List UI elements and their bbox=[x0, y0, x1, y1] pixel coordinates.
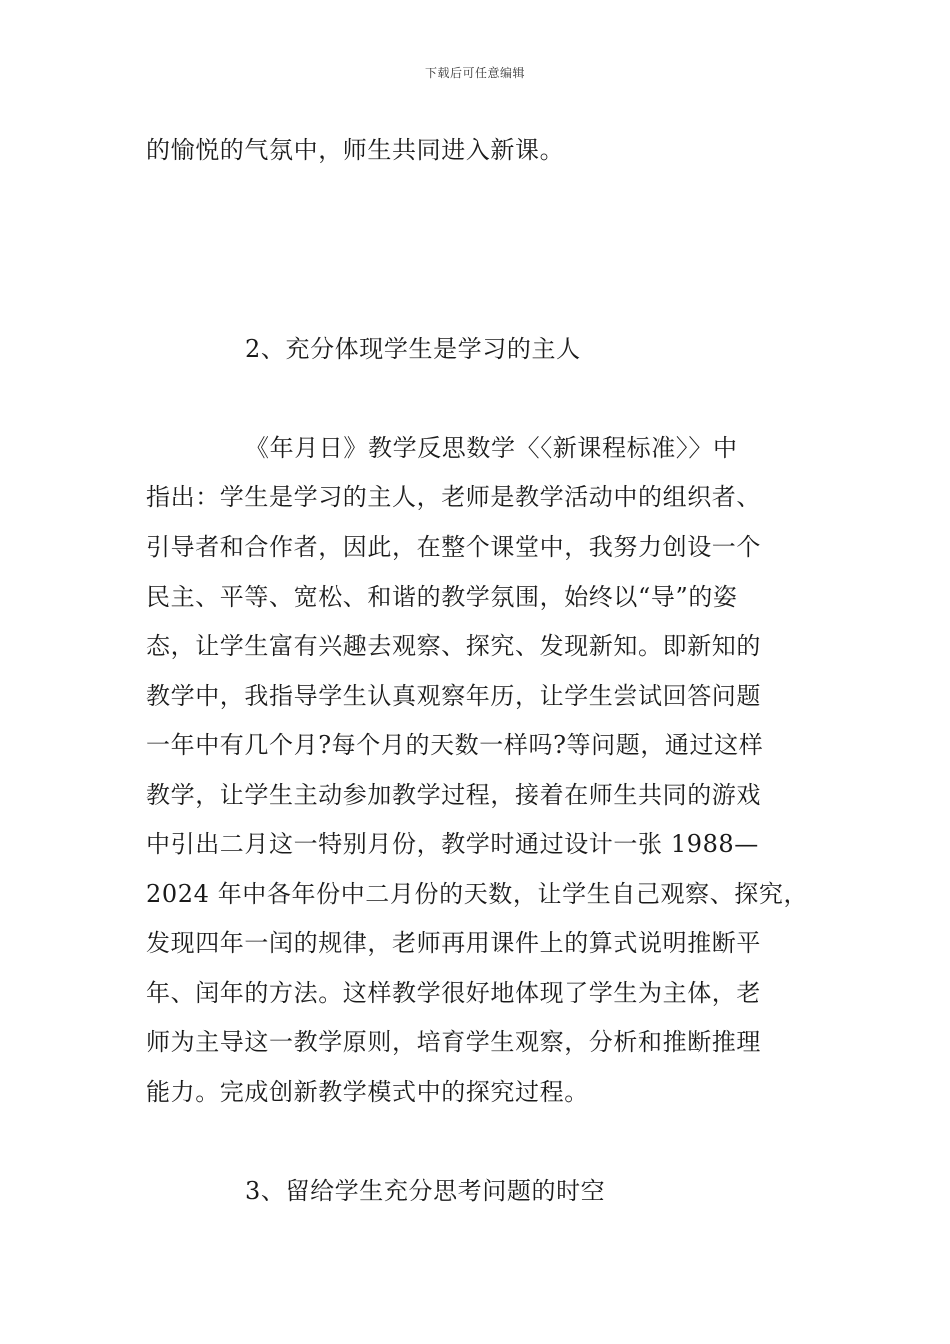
paragraph-line: 师为主导这一教学原则，培育学生观察，分析和推断推理 bbox=[146, 1028, 761, 1056]
paragraph-line: 年、闰年的方法。这样教学很好地体现了学生为主体，老 bbox=[146, 979, 761, 1007]
intro-paragraph-line: 的愉悦的气氛中，师生共同进入新课。 bbox=[146, 136, 565, 164]
paragraph-line: 能力。完成创新教学模式中的探究过程。 bbox=[146, 1078, 589, 1106]
paragraph-line: 一年中有几个月?每个月的天数一样吗?等问题，通过这样 bbox=[146, 731, 764, 759]
paragraph-line: 发现四年一闰的规律，老师再用课件上的算式说明推断平 bbox=[146, 929, 761, 957]
section-3-heading: 3、留给学生充分思考问题的时空 bbox=[245, 1177, 606, 1205]
paragraph-line: 中引出二月这一特别月份，教学时通过设计一张 1988— bbox=[146, 830, 759, 858]
paragraph-line: 《年月日》教学反思数学〈〈新课程标准〉〉中 bbox=[245, 434, 738, 462]
paragraph-line: 引导者和合作者，因此，在整个课堂中，我努力创设一个 bbox=[146, 533, 761, 561]
paragraph-line: 态，让学生富有兴趣去观察、探究、发现新知。即新知的 bbox=[146, 632, 761, 660]
section-2-heading: 2、充分体现学生是学习的主人 bbox=[245, 335, 581, 363]
paragraph-line: 2024 年中各年份中二月份的天数，让学生自己观察、探究， bbox=[146, 880, 809, 908]
paragraph-line: 教学，让学生主动参加教学过程，接着在师生共同的游戏 bbox=[146, 781, 761, 809]
paragraph-line: 民主、平等、宽松、和谐的教学氛围，始终以“导”的姿 bbox=[146, 583, 738, 611]
page-header: 下载后可任意编辑 bbox=[424, 66, 525, 80]
paragraph-line: 教学中，我指导学生认真观察年历，让学生尝试回答问题 bbox=[146, 682, 761, 710]
paragraph-line: 指出：学生是学习的主人，老师是教学活动中的组织者、 bbox=[146, 483, 761, 511]
